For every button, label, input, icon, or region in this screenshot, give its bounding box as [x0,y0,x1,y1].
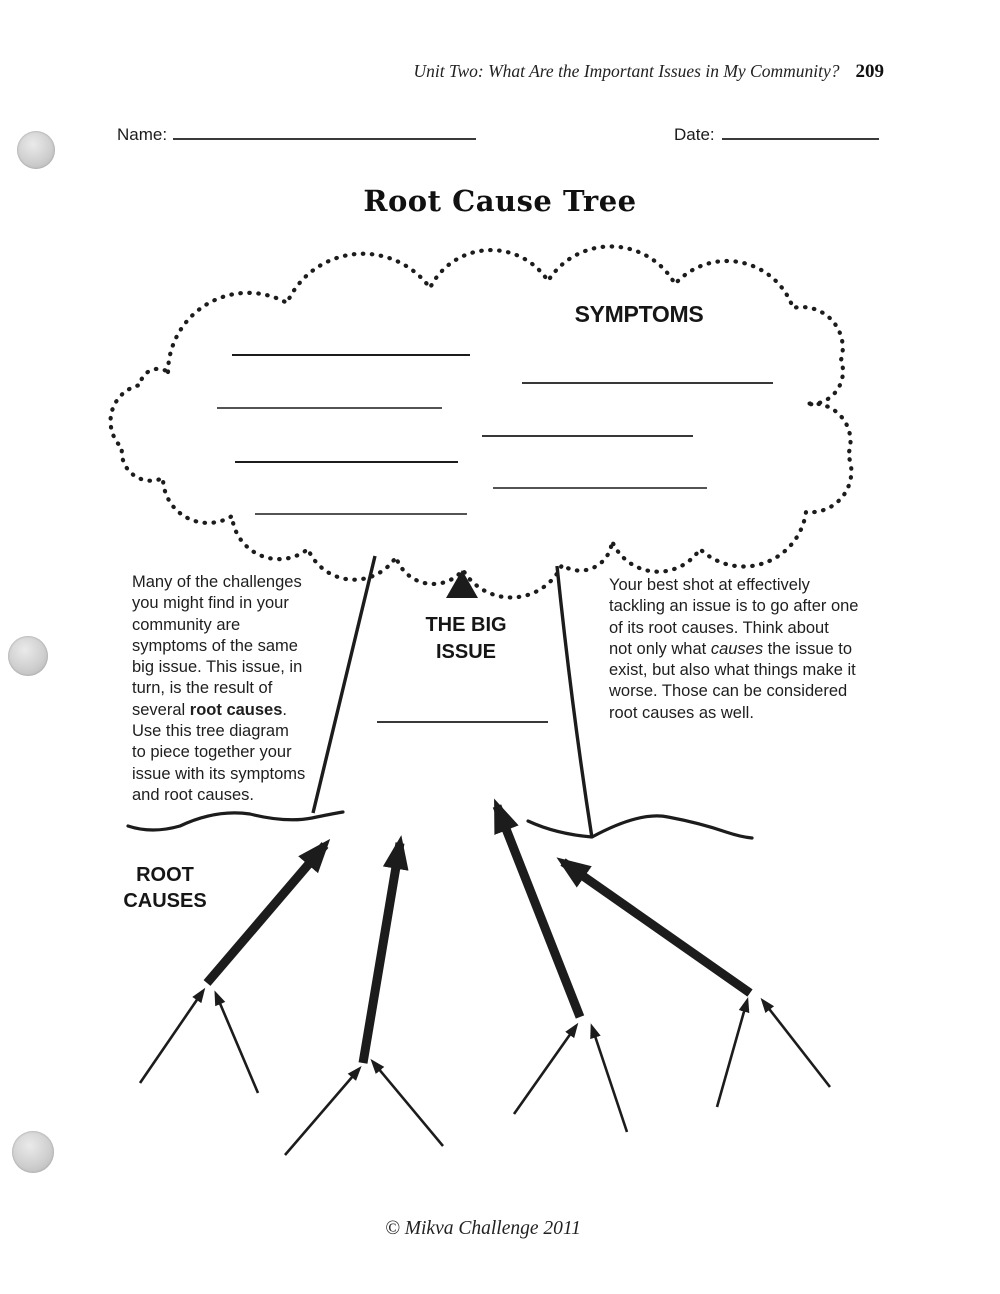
root-causes-line2: CAUSES [123,890,207,912]
name-label: Name: [117,125,168,144]
ground-squiggle-right [528,816,752,838]
right-instruction-paragraph: Your best shot at effectively tackling an issue is to go after one of its root causes. Think about not only what causes the issue to exist, but also what things make it worse. Those can be considered root causes as well. [609,576,859,722]
root-causes-line1: ROOT [136,864,194,886]
big-issue-label [396,612,536,666]
unit-title: Unit Two: What Are the Important Issues in My Community? [413,61,840,81]
big-issue-line1: THE BIG [425,614,507,636]
thin-root-arrow-8 [763,1001,830,1087]
page-title: Root Cause Tree [363,184,637,218]
big-issue-pointer-triangle [446,570,478,598]
big-issue-line2: ISSUE [435,641,497,663]
root-causes-label [101,862,229,914]
thick-root-arrow-4 [563,862,750,993]
thin-root-arrow-7 [717,1001,747,1107]
thin-root-arrow-2 [216,994,258,1093]
left-instruction-paragraph: Many of the challenges you might find in your community are symptoms of the same big issue. This issue, in turn, is the result of several root causes. Use this tree diagram to piece together your issue with its symptoms and root causes. [132,573,306,804]
thick-root-arrow-3 [497,806,580,1017]
date-label: Date: [674,125,715,144]
thin-root-arrow-5 [514,1026,576,1114]
trunk-right-line [557,566,592,838]
page-number: 209 [855,61,884,82]
thin-root-arrow-1 [140,991,203,1083]
thin-root-arrow-4 [373,1062,443,1146]
ground-squiggle-left [128,812,343,830]
symptoms-label: SYMPTOMS [574,301,704,327]
trunk-left-line [313,556,375,813]
thin-root-arrow-3 [285,1069,359,1155]
thin-root-arrow-6 [592,1027,627,1132]
thick-root-arrow-2 [363,843,400,1063]
symptoms-cloud-outline [111,246,852,597]
copyright-footer: © Mikva Challenge 2011 [385,1218,581,1239]
